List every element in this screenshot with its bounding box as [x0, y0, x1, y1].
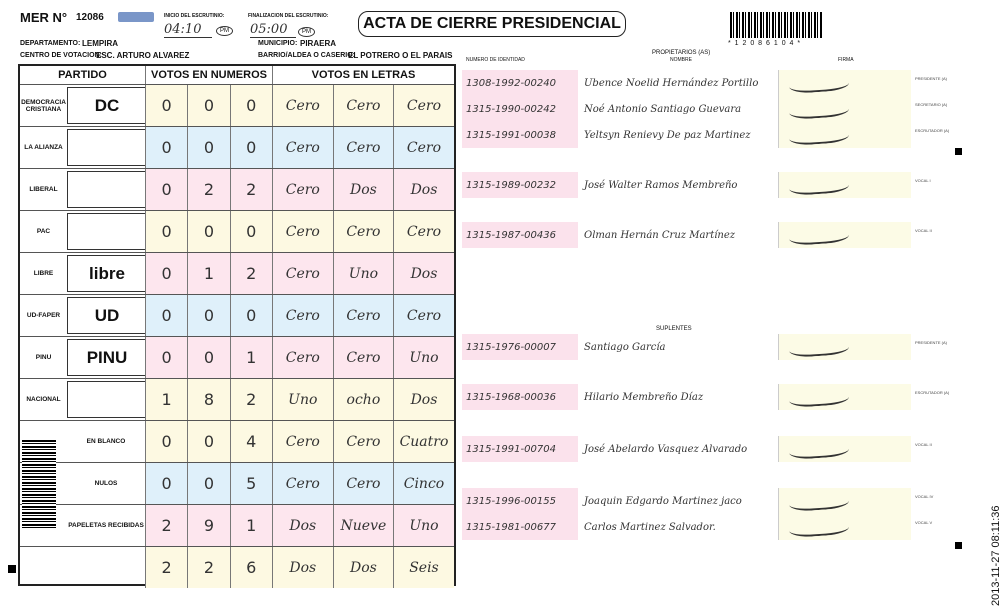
member-id[interactable]: 1315-1989-00232 — [462, 172, 578, 198]
signature-box[interactable] — [778, 172, 911, 198]
member-role: VOCAL II — [915, 442, 932, 447]
corner-mark — [955, 148, 962, 155]
votes-number: 0 — [246, 138, 257, 157]
total-name — [67, 547, 145, 588]
votes-number-cell[interactable] — [187, 379, 229, 420]
suplentes-header: SUPLENTES — [656, 326, 692, 332]
votes-word: ocho — [346, 391, 381, 408]
votes-number: 0 — [161, 474, 172, 493]
votes-number-cell[interactable] — [145, 169, 187, 210]
member-id[interactable]: 1315-1991-00038 — [462, 122, 578, 148]
total-name: PAPELETAS RECIBIDAS — [68, 522, 144, 529]
votes-word: Cero — [346, 349, 381, 366]
votes-number: 2 — [203, 558, 215, 577]
votes-number-cell[interactable] — [145, 253, 187, 294]
party-row — [20, 252, 454, 294]
votes-word-cell[interactable] — [393, 211, 454, 252]
votes-word-cell[interactable] — [272, 379, 333, 420]
member-row — [462, 514, 910, 540]
signature-box[interactable] — [778, 514, 911, 540]
signature — [788, 516, 849, 538]
barcode — [730, 12, 822, 38]
votes-number: 9 — [203, 516, 215, 535]
party-logo — [67, 297, 147, 334]
votes-word-cell[interactable] — [393, 505, 454, 546]
party-logo-text: DC — [94, 95, 120, 115]
votes-word-cell[interactable] — [333, 295, 394, 336]
votes-number-cell[interactable] — [145, 421, 187, 462]
signature-box[interactable] — [778, 384, 911, 410]
votes-number-cell[interactable] — [145, 463, 187, 504]
votes-word-cell[interactable] — [272, 85, 333, 126]
votes-number-cell[interactable] — [145, 337, 187, 378]
votes-number: 2 — [246, 180, 257, 199]
party-row — [20, 168, 454, 210]
votes-word-cell[interactable] — [393, 253, 454, 294]
total-row — [20, 546, 454, 588]
inicio-pm: PM — [216, 26, 233, 36]
party-logo-text: libre — [89, 263, 125, 283]
finalizacion-value: 05:00 — [250, 22, 296, 38]
votes-word-cell[interactable] — [393, 127, 454, 168]
votes-number-cell[interactable] — [230, 379, 272, 420]
votes-word: Cero — [285, 475, 320, 492]
page-title: ACTA DE CIERRE PRESIDENCIAL — [358, 11, 626, 37]
votes-word: Nueve — [340, 517, 387, 534]
votes-number-cell[interactable] — [145, 505, 187, 546]
votes-word-cell[interactable] — [333, 211, 394, 252]
inicio-value: 04:10 — [164, 22, 212, 38]
party-name: LIBERAL — [29, 186, 58, 193]
votes-word-cell[interactable] — [333, 421, 394, 462]
total-row — [20, 504, 454, 546]
party-logo — [67, 171, 147, 208]
votes-number-cell[interactable] — [187, 505, 229, 546]
votes-number-cell[interactable] — [145, 547, 187, 588]
votes-word: Uno — [288, 391, 318, 408]
centro-label: CENTRO DE VOTACION: — [20, 52, 102, 59]
signature — [788, 124, 849, 146]
votes-number-cell[interactable] — [145, 211, 187, 252]
member-id[interactable]: 1315-1981-00677 — [462, 514, 578, 540]
votes-word: Cero — [285, 307, 320, 324]
votes-word: Cuatro — [399, 433, 449, 450]
votes-number: 0 — [246, 222, 257, 241]
signature — [788, 386, 849, 408]
member-role: ESCRUTADOR (A) — [915, 390, 950, 395]
votes-word-cell[interactable] — [333, 127, 394, 168]
votes-number: 0 — [203, 96, 215, 115]
total-name: NULOS — [94, 480, 118, 487]
municipio-value: PIRAERA — [300, 39, 337, 48]
votes-word: Cero — [406, 97, 442, 114]
votes-word: Cero — [346, 475, 381, 492]
votes-number: 8 — [203, 390, 215, 409]
firma-header: FIRMA — [838, 57, 854, 63]
votes-number-cell[interactable] — [187, 337, 229, 378]
votes-word: Cero — [285, 139, 320, 156]
party-logo — [67, 255, 147, 292]
tse-logo — [118, 12, 154, 22]
votes-word-cell[interactable] — [393, 547, 454, 588]
signature-box[interactable] — [778, 222, 911, 248]
votes-number-cell[interactable] — [230, 169, 272, 210]
votes-number: 0 — [161, 306, 172, 325]
inicio-label: INICIO DEL ESCRUTINIO: — [164, 13, 225, 19]
propietarios-header: PROPIETARIOS (AS) — [652, 50, 711, 56]
member-row — [462, 436, 910, 462]
member-id[interactable]: 1315-1991-00704 — [462, 436, 578, 462]
member-role: VOCAL II — [915, 228, 932, 233]
votes-word: Cero — [346, 307, 381, 324]
votes-word: Cero — [406, 307, 442, 324]
votes-word-cell[interactable] — [393, 337, 454, 378]
corner-mark — [8, 565, 16, 573]
party-name: NACIONAL — [26, 396, 61, 403]
votes-word-cell[interactable] — [272, 211, 333, 252]
votes-number-cell[interactable] — [187, 547, 229, 588]
votes-number-cell[interactable] — [187, 295, 229, 336]
party-row — [20, 126, 454, 168]
votes-number: 0 — [246, 96, 257, 115]
total-name: EN BLANCO — [86, 438, 126, 445]
votes-number: 0 — [203, 222, 215, 241]
votes-word: Dos — [289, 559, 317, 576]
departamento-label: DEPARTAMENTO: — [20, 40, 81, 47]
votes-word-cell[interactable] — [333, 505, 394, 546]
member-name[interactable]: Noé Antonio Santiago Guevara — [584, 103, 742, 115]
votes-number: 0 — [203, 348, 215, 367]
barrio-label: BARRIO/ALDEA O CASERIO: — [258, 52, 355, 59]
member-name[interactable]: José Walter Ramos Membreño — [584, 179, 738, 191]
votes-word: Dos — [410, 391, 438, 408]
votes-word: Cero — [346, 139, 381, 156]
votes-word-cell[interactable] — [393, 463, 454, 504]
member-name[interactable]: Carlos Martinez Salvador. — [584, 521, 716, 533]
votes-number: 0 — [203, 432, 215, 451]
party-name: UD-FAPER — [26, 312, 61, 319]
votes-word: Cero — [285, 223, 320, 240]
votes-word: Cero — [406, 223, 442, 240]
votes-number-cell[interactable] — [230, 295, 272, 336]
votes-word-cell[interactable] — [393, 169, 454, 210]
nombre-header: NOMBRE — [670, 57, 692, 63]
votes-number: 0 — [161, 96, 172, 115]
votes-number-cell[interactable] — [230, 85, 272, 126]
member-id[interactable]: 1315-1996-00155 — [462, 488, 578, 514]
votes-number: 2 — [246, 264, 257, 283]
votes-word-cell[interactable] — [272, 127, 333, 168]
signature — [788, 336, 849, 358]
votes-word-cell[interactable] — [272, 295, 333, 336]
departamento-value: LEMPIRA — [82, 39, 118, 48]
signature-box[interactable] — [778, 334, 911, 360]
member-id[interactable]: 1308-1992-00240 — [462, 70, 578, 96]
votes-word: Cero — [285, 433, 320, 450]
votes-number: 0 — [203, 474, 215, 493]
votes-number: 1 — [246, 516, 257, 535]
votes-number: 1 — [246, 348, 257, 367]
votes-word: Uno — [348, 265, 379, 282]
votes-word-cell[interactable] — [393, 421, 454, 462]
votes-number-cell[interactable] — [187, 211, 229, 252]
member-name[interactable]: Olman Hernán Cruz Martínez — [584, 229, 736, 241]
corner-mark — [955, 542, 962, 549]
votes-number-cell[interactable] — [230, 337, 272, 378]
party-name: PINU — [35, 354, 52, 361]
votes-word: Seis — [409, 559, 439, 576]
party-logo — [67, 87, 147, 124]
votes-word: Cero — [346, 223, 381, 240]
party-row — [20, 378, 454, 420]
votes-number: 0 — [246, 306, 257, 325]
votes-number-cell[interactable] — [187, 253, 229, 294]
member-row — [462, 488, 910, 514]
signature-box[interactable] — [778, 122, 911, 148]
votes-number: 6 — [246, 558, 257, 577]
votes-number-cell[interactable] — [187, 463, 229, 504]
votes-number-cell[interactable] — [145, 379, 187, 420]
votes-number-cell[interactable] — [230, 463, 272, 504]
votes-word-cell[interactable] — [272, 337, 333, 378]
signature — [788, 98, 849, 120]
party-row — [20, 294, 454, 336]
votos-numeros-header: VOTOS EN NUMEROS — [145, 66, 272, 84]
votes-word-cell[interactable] — [272, 547, 333, 588]
party-row — [20, 84, 454, 126]
votes-number-cell[interactable] — [187, 169, 229, 210]
signature — [788, 438, 849, 460]
votes-table — [18, 64, 456, 586]
votes-number-cell[interactable] — [230, 547, 272, 588]
votes-word-cell[interactable] — [333, 253, 394, 294]
signature-box[interactable] — [778, 96, 911, 122]
votes-word-cell[interactable] — [333, 463, 394, 504]
barcode-text: * 1 2 0 8 6 1 0 4 * — [728, 40, 802, 47]
party-name: LA ALIANZA — [24, 144, 63, 151]
votes-number-cell[interactable] — [187, 421, 229, 462]
partido-header: PARTIDO — [58, 69, 107, 81]
timestamp: 2013-11-27 08:11:36 — [990, 505, 1002, 606]
votes-number: 0 — [203, 306, 215, 325]
signature — [788, 490, 849, 512]
member-name[interactable]: José Abelardo Vasquez Alvarado — [584, 443, 748, 455]
votes-number-cell[interactable] — [230, 505, 272, 546]
votos-letras-header: VOTOS EN LETRAS — [272, 66, 454, 84]
member-name[interactable]: Santiago García — [584, 341, 666, 353]
party-logo — [67, 213, 147, 250]
votes-word: Cero — [285, 265, 320, 282]
member-row — [462, 96, 910, 122]
member-role: PRESIDENTE (A) — [915, 340, 948, 345]
votes-number: 2 — [246, 390, 257, 409]
member-id[interactable]: 1315-1987-00436 — [462, 222, 578, 248]
votes-word: Cero — [285, 97, 320, 114]
votes-number: 0 — [203, 138, 215, 157]
votes-word-cell[interactable] — [393, 379, 454, 420]
party-logo-text: PINU — [86, 347, 128, 367]
member-row — [462, 70, 910, 96]
votes-word-cell[interactable] — [333, 169, 394, 210]
votes-word-cell[interactable] — [272, 253, 333, 294]
member-row — [462, 384, 910, 410]
member-id[interactable]: 1315-1976-00007 — [462, 334, 578, 360]
votes-word: Dos — [349, 181, 377, 198]
member-role: ESCRUTADOR (A) — [915, 128, 950, 133]
party-logo-text: UD — [94, 305, 120, 325]
votes-number: 0 — [161, 138, 172, 157]
member-role: PRESIDENTE (A) — [915, 76, 948, 81]
votes-number: 4 — [246, 432, 257, 451]
member-role: VOCAL V — [915, 520, 933, 525]
votes-number: 0 — [161, 432, 172, 451]
party-logo — [67, 129, 147, 166]
votes-number-cell[interactable] — [187, 127, 229, 168]
votes-word-cell[interactable] — [333, 547, 394, 588]
signature — [788, 224, 849, 246]
votes-word: Uno — [409, 517, 439, 534]
party-row — [20, 210, 454, 252]
table-header-row — [20, 66, 454, 84]
votes-number-cell[interactable] — [145, 85, 187, 126]
party-logo — [67, 339, 147, 376]
votes-number: 0 — [161, 264, 172, 283]
votes-word: Cinco — [403, 475, 445, 492]
votes-number-cell[interactable] — [230, 211, 272, 252]
party-name: DEMOCRACIA CRISTIANA — [21, 98, 66, 113]
votes-word-cell[interactable] — [333, 85, 394, 126]
votes-number: 0 — [161, 348, 172, 367]
votes-number-cell[interactable] — [230, 253, 272, 294]
votes-word-cell[interactable] — [272, 505, 333, 546]
votes-number-cell[interactable] — [230, 127, 272, 168]
votes-word: Dos — [410, 181, 438, 198]
votes-word-cell[interactable] — [333, 337, 394, 378]
finalizacion-pm: PM — [298, 27, 315, 37]
party-row — [20, 336, 454, 378]
votes-number-cell[interactable] — [145, 127, 187, 168]
votes-word: Cero — [285, 349, 320, 366]
barrio-value: EL POTRERO O EL PARAIS — [348, 51, 453, 60]
side-barcode — [22, 440, 56, 528]
votes-number: 0 — [161, 180, 172, 199]
votes-number: 5 — [246, 474, 257, 493]
signature-box[interactable] — [778, 436, 911, 462]
votes-number: 2 — [161, 558, 172, 577]
signature — [788, 174, 849, 196]
votes-number: 1 — [161, 390, 172, 409]
total-row — [20, 420, 454, 462]
member-row — [462, 172, 910, 198]
votes-word: Uno — [409, 349, 439, 366]
votes-word: Cero — [406, 139, 442, 156]
centro-value: ESC. ARTURO ALVAREZ — [96, 51, 190, 60]
votes-number-cell[interactable] — [230, 421, 272, 462]
votes-number-cell[interactable] — [145, 295, 187, 336]
party-logo — [67, 381, 147, 418]
party-name: PAC — [36, 228, 51, 235]
party-name: LIBRE — [33, 270, 54, 277]
municipio-label: MUNICIPIO: — [258, 40, 298, 47]
total-row — [20, 462, 454, 504]
member-name[interactable]: Joaquin Edgardo Martinez jaco — [584, 495, 742, 507]
member-name[interactable]: Ubence Noelid Hernández Portillo — [584, 77, 759, 89]
id-header: NUMERO DE IDENTIDAD — [466, 57, 525, 63]
votes-word-cell[interactable] — [393, 85, 454, 126]
member-id[interactable]: 1315-1968-00036 — [462, 384, 578, 410]
votes-word: Dos — [349, 559, 377, 576]
member-role: VOCAL I — [915, 178, 931, 183]
votes-number: 0 — [161, 222, 172, 241]
member-name[interactable]: Yeltsyn Renievy De paz Martinez — [584, 129, 751, 141]
member-id[interactable]: 1315-1990-00242 — [462, 96, 578, 122]
signature-box[interactable] — [778, 70, 911, 96]
signature — [788, 72, 849, 94]
votes-word-cell[interactable] — [272, 169, 333, 210]
votes-word: Cero — [346, 433, 381, 450]
votes-number: 2 — [203, 180, 215, 199]
member-row — [462, 122, 910, 148]
member-row — [462, 334, 910, 360]
votes-word: Dos — [410, 265, 438, 282]
votes-number: 1 — [203, 264, 215, 283]
mer-label: MER N° — [20, 10, 68, 25]
votes-word-cell[interactable] — [333, 379, 394, 420]
votes-number-cell[interactable] — [187, 85, 229, 126]
member-role: SECRETARIO (A) — [915, 102, 948, 107]
votes-word-cell[interactable] — [272, 463, 333, 504]
votes-number: 2 — [161, 516, 172, 535]
votes-word: Cero — [346, 97, 381, 114]
votes-word: Cero — [285, 181, 320, 198]
votes-word-cell[interactable] — [393, 295, 454, 336]
finalizacion-label: FINALIZACION DEL ESCRUTINIO: — [248, 13, 329, 19]
member-name[interactable]: Hilario Membreño Díaz — [584, 391, 704, 403]
member-role: VOCAL IV — [915, 494, 934, 499]
votes-word-cell[interactable] — [272, 421, 333, 462]
mer-number: 12086 — [76, 12, 104, 23]
member-row — [462, 222, 910, 248]
signature-box[interactable] — [778, 488, 911, 514]
votes-word: Dos — [289, 517, 317, 534]
